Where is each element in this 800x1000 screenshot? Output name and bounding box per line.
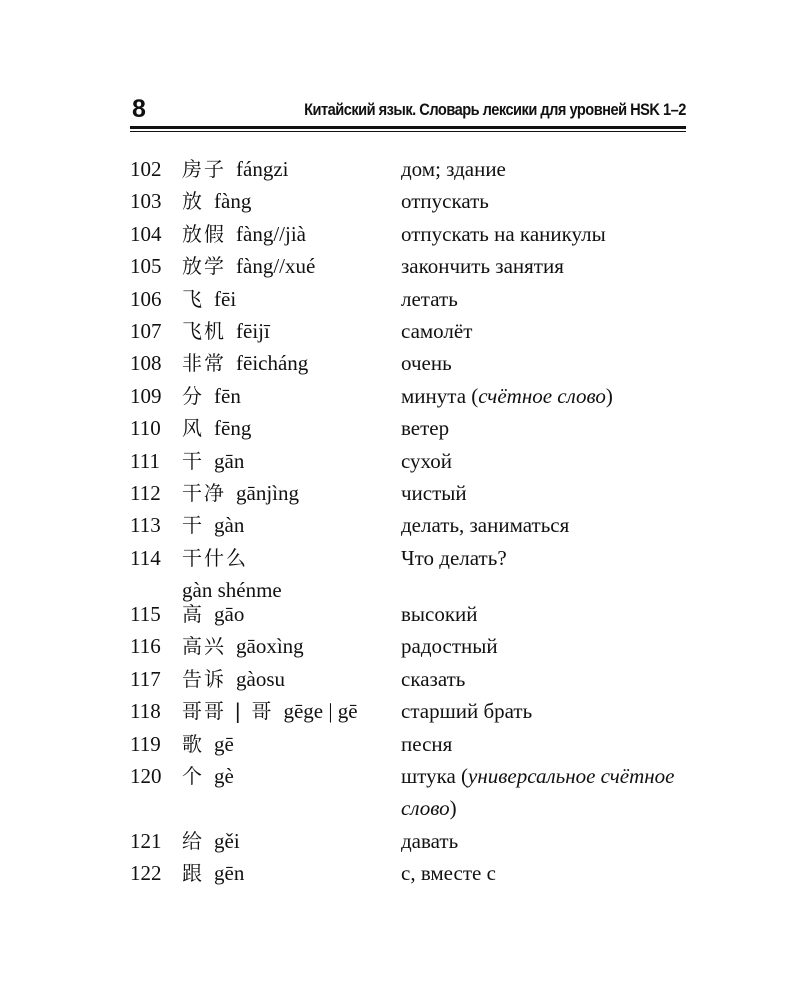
entry-number: 109 bbox=[130, 383, 162, 408]
entry-hanzi: 高 bbox=[182, 601, 204, 626]
entry-translation bbox=[401, 509, 691, 541]
entry-translation bbox=[401, 825, 691, 857]
entry-pinyin: gàosu bbox=[236, 666, 285, 691]
entry-translation bbox=[401, 250, 691, 282]
dictionary-entry bbox=[130, 250, 690, 282]
entry-translation bbox=[401, 153, 691, 185]
entry-translation-text: дом; здание bbox=[401, 157, 506, 181]
entry-pinyin: fángzi bbox=[236, 157, 289, 181]
entry-headword bbox=[182, 630, 392, 662]
entry-number: 112 bbox=[130, 481, 161, 506]
entry-grammar-label: счётное слово bbox=[478, 383, 606, 408]
entry-headword bbox=[182, 283, 392, 315]
entry-translation-text: сказать bbox=[401, 666, 466, 691]
entry-pinyin: gè bbox=[214, 763, 234, 788]
entry-pinyin: gēge | gē bbox=[283, 699, 358, 724]
entry-translation bbox=[401, 347, 691, 379]
entry-number: 102 bbox=[130, 157, 162, 181]
entry-pinyin: fēng bbox=[214, 416, 252, 441]
dictionary-entry bbox=[130, 509, 690, 541]
entry-translation bbox=[401, 857, 691, 889]
entry-headword bbox=[182, 380, 392, 412]
entry-headword bbox=[182, 695, 392, 727]
entry-translation bbox=[401, 598, 691, 630]
entry-headword bbox=[182, 153, 392, 185]
entry-pinyin: gāo bbox=[214, 601, 245, 626]
entry-number: 111 bbox=[130, 448, 160, 473]
entry-translation bbox=[401, 283, 691, 315]
entry-hanzi: 歌 bbox=[182, 731, 204, 756]
entry-pinyin: gānjìng bbox=[236, 481, 299, 506]
entry-headword bbox=[182, 477, 392, 509]
entry-translation-text: делать, заниматься bbox=[401, 513, 570, 538]
entry-headword bbox=[182, 185, 392, 217]
entry-hanzi: 飞机 bbox=[182, 319, 226, 344]
entry-hanzi: 风 bbox=[182, 416, 204, 441]
entry-number: 122 bbox=[130, 861, 162, 886]
entry-translation bbox=[401, 695, 691, 727]
entry-pinyin: gān bbox=[214, 448, 245, 473]
entry-translation bbox=[401, 542, 691, 574]
entry-translation bbox=[401, 445, 691, 477]
entry-translation-text: давать bbox=[401, 828, 459, 853]
page-header bbox=[130, 92, 686, 126]
entry-hanzi: 放 bbox=[182, 189, 204, 214]
entry-number: 113 bbox=[130, 513, 161, 538]
entry-headword bbox=[182, 412, 392, 444]
entry-number: 118 bbox=[130, 699, 161, 724]
entry-translation-text: сухой bbox=[401, 448, 452, 473]
entry-hanzi: 个 bbox=[182, 763, 204, 788]
dictionary-entry bbox=[130, 380, 690, 412]
entry-translation-text: Что делать? bbox=[401, 545, 507, 570]
entry-headword bbox=[182, 218, 392, 250]
entry-hanzi: 非常 bbox=[182, 351, 226, 376]
dictionary-entry bbox=[130, 728, 690, 760]
entry-hanzi: 房子 bbox=[182, 157, 226, 181]
entry-hanzi: 干 bbox=[182, 513, 204, 538]
entry-headword bbox=[182, 857, 392, 889]
entry-headword bbox=[182, 825, 392, 857]
entry-headword bbox=[182, 598, 392, 630]
entry-number: 114 bbox=[130, 545, 161, 570]
entry-headword bbox=[182, 250, 392, 282]
entry-translation-text: старший брать bbox=[401, 699, 533, 724]
dictionary-entry bbox=[130, 283, 690, 315]
entry-hanzi: 飞 bbox=[182, 286, 204, 311]
entry-number: 107 bbox=[130, 319, 162, 344]
dictionary-entry bbox=[130, 598, 690, 630]
entry-number: 116 bbox=[130, 634, 161, 659]
entry-number: 105 bbox=[130, 254, 162, 279]
entry-pinyin: gěi bbox=[214, 828, 240, 853]
entry-headword bbox=[182, 760, 392, 792]
entry-number: 108 bbox=[130, 351, 162, 376]
entry-headword bbox=[182, 509, 392, 541]
entry-translation-text: минута ( bbox=[401, 383, 479, 408]
dictionary-entry bbox=[130, 542, 690, 603]
entry-hanzi: 分 bbox=[182, 383, 204, 408]
entry-translation-text: высокий bbox=[401, 601, 478, 626]
dictionary-entry bbox=[130, 315, 690, 347]
entry-translation-close: ) bbox=[605, 383, 613, 408]
entry-pinyin: gàn bbox=[214, 513, 245, 538]
entry-pinyin: fēi bbox=[214, 286, 237, 311]
entry-hanzi: 干什么 bbox=[182, 545, 248, 570]
entry-translation-text: песня bbox=[401, 731, 453, 756]
entry-translation-text: очень bbox=[401, 351, 452, 376]
page-number: 8 bbox=[132, 95, 146, 123]
entry-translation bbox=[401, 630, 691, 662]
header-rule-thin bbox=[130, 131, 686, 132]
header-rule bbox=[130, 126, 686, 129]
dictionary-entry bbox=[130, 825, 690, 857]
entry-hanzi: 干净 bbox=[182, 481, 226, 506]
dictionary-entry bbox=[130, 218, 690, 250]
entry-hanzi: 放学 bbox=[182, 254, 226, 279]
entry-number: 119 bbox=[130, 731, 161, 756]
dictionary-entry bbox=[130, 445, 690, 477]
entry-pinyin: gēn bbox=[214, 861, 245, 886]
entry-translation bbox=[401, 315, 691, 347]
entry-number: 106 bbox=[130, 286, 162, 311]
entry-translation-text: с, вместе с bbox=[401, 861, 496, 886]
dictionary-entry bbox=[130, 663, 690, 695]
running-title: Китайский язык. Словарь лексики для уровней HSK 1–2 bbox=[304, 100, 686, 119]
entry-translation-close: ) bbox=[449, 796, 457, 821]
entry-translation-text: ветер bbox=[401, 416, 450, 441]
dictionary-entry bbox=[130, 153, 690, 185]
entry-number: 120 bbox=[130, 763, 162, 788]
entry-list bbox=[130, 153, 690, 890]
entry-translation bbox=[401, 760, 691, 825]
entry-hanzi: 跟 bbox=[182, 861, 204, 886]
entry-headword bbox=[182, 315, 392, 347]
dictionary-entry bbox=[130, 760, 690, 825]
entry-translation bbox=[401, 412, 691, 444]
entry-pinyin: fēn bbox=[214, 383, 241, 408]
entry-pinyin: gē bbox=[214, 731, 234, 756]
entry-translation-text: радостный bbox=[401, 634, 498, 659]
dictionary-entry bbox=[130, 347, 690, 379]
entry-pinyin: fēicháng bbox=[236, 351, 309, 376]
entry-hanzi: 高兴 bbox=[182, 634, 226, 659]
entry-headword bbox=[182, 445, 392, 477]
entry-translation-text: штука ( bbox=[401, 763, 469, 788]
entry-pinyin: gāoxìng bbox=[236, 634, 304, 659]
dictionary-entry bbox=[130, 477, 690, 509]
entry-translation bbox=[401, 185, 691, 217]
entry-hanzi: 哥哥 | 哥 bbox=[182, 699, 274, 724]
entry-translation bbox=[401, 663, 691, 695]
entry-translation bbox=[401, 477, 691, 509]
dictionary-entry bbox=[130, 857, 690, 889]
entry-pinyin: fàng bbox=[214, 189, 252, 214]
entry-hanzi: 告诉 bbox=[182, 666, 226, 691]
entry-translation bbox=[401, 218, 691, 250]
entry-number: 104 bbox=[130, 221, 162, 246]
entry-translation-text: закончить занятия bbox=[401, 254, 564, 279]
entry-translation-text: самолёт bbox=[401, 319, 473, 344]
entry-number: 115 bbox=[130, 601, 161, 626]
entry-translation-text: летать bbox=[401, 286, 458, 311]
dictionary-entry bbox=[130, 412, 690, 444]
entry-translation-text: чистый bbox=[401, 481, 467, 506]
entry-pinyin: fàng//xué bbox=[236, 254, 316, 279]
entry-pinyin: gàn shénme bbox=[182, 578, 282, 603]
entry-translation-text: отпускать bbox=[401, 189, 489, 214]
entry-number: 103 bbox=[130, 189, 162, 214]
dictionary-entry bbox=[130, 185, 690, 217]
dictionary-entry bbox=[130, 695, 690, 727]
dictionary-entry bbox=[130, 630, 690, 662]
entry-hanzi: 干 bbox=[182, 448, 204, 473]
entry-number: 110 bbox=[130, 416, 161, 441]
entry-hanzi: 放假 bbox=[182, 221, 226, 246]
entry-headword bbox=[182, 663, 392, 695]
entry-number: 117 bbox=[130, 666, 161, 691]
entry-grammar-label: универсальное счётное слово bbox=[401, 763, 675, 821]
entry-pinyin: fēijī bbox=[236, 319, 270, 344]
entry-translation bbox=[401, 728, 691, 760]
entry-headword bbox=[182, 347, 392, 379]
entry-headword bbox=[182, 728, 392, 760]
entry-number: 121 bbox=[130, 828, 162, 853]
entry-pinyin: fàng//jià bbox=[236, 221, 306, 246]
entry-hanzi: 给 bbox=[182, 828, 204, 853]
entry-translation-text: отпускать на каникулы bbox=[401, 221, 606, 246]
entry-translation bbox=[401, 380, 691, 412]
